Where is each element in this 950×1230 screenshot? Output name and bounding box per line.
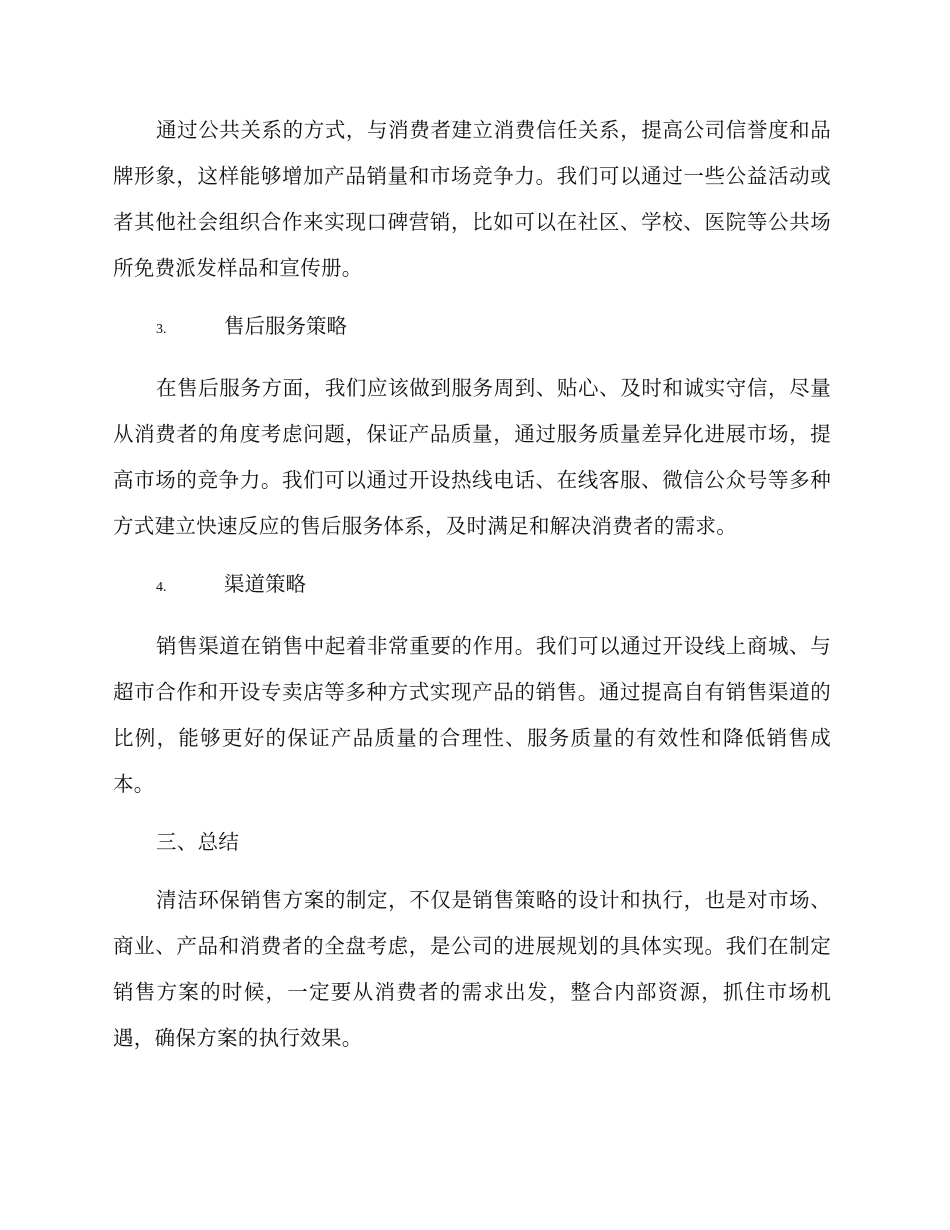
heading-after-sales [113,303,831,353]
heading-summary: 三、总结 [156,830,240,854]
heading-channel [113,561,831,611]
heading-number: 3. [156,322,167,337]
heading-number: 4. [156,580,167,595]
heading-title: 售后服务策略 [224,314,347,338]
paragraph-public-relations: 通过公共关系的方式，与消费者建立消费信任关系，提高公司信誉度和品牌形象，这样能够增加产品销量和市场竞争力。我们可以通过一些公益活动或者其他社会组织合作来实现口碑营销，比如可以在社区、学校、医院等公共场所免费派发样品和宣传册。 [113,118,831,280]
paragraph-after-sales: 在售后服务方面，我们应该做到服务周到、贴心、及时和诚实守信，尽量从消费者的角度考虑问题，保证产品质量，通过服务质量差异化进展市场，提高市场的竞争力。我们可以通过开设热线电话、在线客服、微信公众号等多种方式建立快速反应的售后服务体系，及时满足和解决消费者的需求。 [113,376,831,538]
paragraph-summary: 清洁环保销售方案的制定，不仅是销售策略的设计和执行，也是对市场、商业、产品和消费者的全盘考虑，是公司的进展规划的具体实现。我们在制定销售方案的时候，一定要从消费者的需求出发，整合内部资源，抓住市场机遇，确保方案的执行效果。 [113,888,831,1050]
paragraph-channel: 销售渠道在销售中起着非常重要的作用。我们可以通过开设线上商城、与超市合作和开设专卖店等多种方式实现产品的销售。通过提高自有销售渠道的比例，能够更好的保证产品质量的合理性、服务质量的有效性和降低销售成本。 [113,634,831,796]
heading-title: 渠道策略 [224,572,306,596]
document-body [113,107,831,1073]
